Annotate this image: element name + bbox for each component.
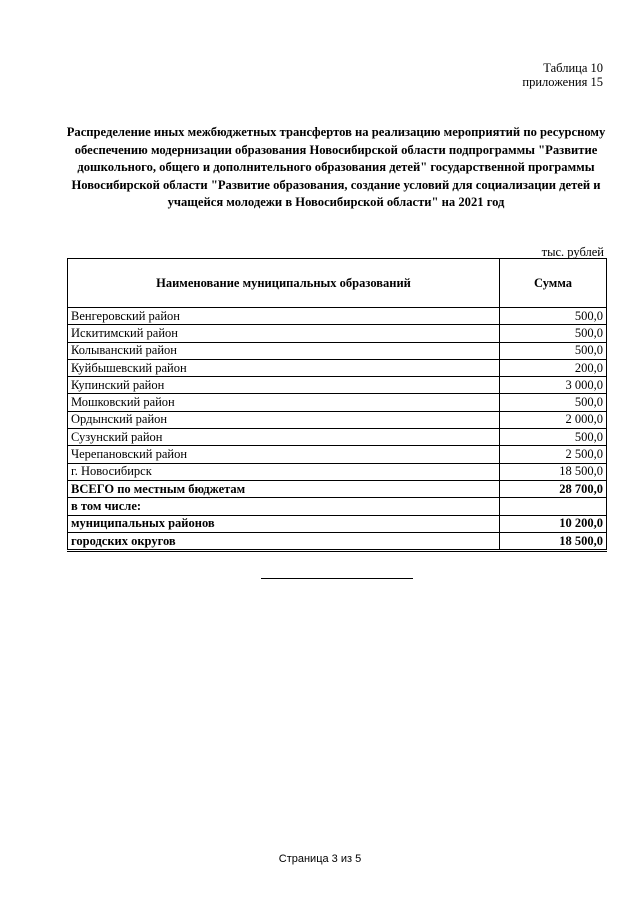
urban-districts-sum: 18 500,0 [500,532,607,550]
appendix-number: приложения 15 [522,75,603,89]
table-reference [522,61,603,89]
row-name: Куйбышевский район [68,359,500,376]
urban-districts-label: городских округов [68,532,500,550]
column-header-name: Наименование муниципальных образований [68,259,500,308]
urban-districts-row [68,532,607,550]
table-row [68,342,607,359]
row-name: г. Новосибирск [68,463,500,480]
row-name: Сузунский район [68,429,500,446]
row-sum: 200,0 [500,359,607,376]
row-sum: 500,0 [500,308,607,325]
table-row [68,411,607,428]
table-row [68,394,607,411]
total-row [68,480,607,497]
units-label: тыс. рублей [541,245,604,259]
table-row [68,325,607,342]
table-row [68,463,607,480]
row-name: Мошковский район [68,394,500,411]
municipal-districts-label: муниципальных районов [68,515,500,532]
table-row [68,308,607,325]
column-header-sum: Сумма [500,259,607,308]
table-number: Таблица 10 [543,61,603,75]
row-name: Ордынский район [68,411,500,428]
including-row [68,498,607,515]
row-sum: 500,0 [500,325,607,342]
row-sum: 500,0 [500,342,607,359]
table-row [68,429,607,446]
municipal-districts-row [68,515,607,532]
separator-line [261,578,413,579]
including-sum [500,498,607,515]
table-header-row [68,259,607,308]
row-name: Купинский район [68,377,500,394]
row-name: Черепановский район [68,446,500,463]
row-name: Искитимский район [68,325,500,342]
row-sum: 3 000,0 [500,377,607,394]
row-sum: 500,0 [500,429,607,446]
table-row [68,446,607,463]
page-number: Страница 3 из 5 [278,853,362,865]
row-name: Колыванский район [68,342,500,359]
row-sum: 2 000,0 [500,411,607,428]
transfers-table [67,258,607,552]
table-row [68,359,607,376]
total-label: ВСЕГО по местным бюджетам [68,480,500,497]
document-title: Распределение иных межбюджетных трансфертов на реализацию мероприятий по ресурсному обеспечению модернизации образования Новосибирской области подпрограммы "Развитие дошкольного, общего и дополнительного образования детей" государственной программы Новосибирской области "Развитие образования, создание условий для социализации детей и учащейся молодежи в Новосибирской области" на 2021 год [66,125,606,209]
municipal-districts-sum: 10 200,0 [500,515,607,532]
row-sum: 2 500,0 [500,446,607,463]
total-sum: 28 700,0 [500,480,607,497]
row-sum: 500,0 [500,394,607,411]
including-label: в том числе: [68,498,500,515]
row-sum: 18 500,0 [500,463,607,480]
row-name: Венгеровский район [68,308,500,325]
table-row [68,377,607,394]
